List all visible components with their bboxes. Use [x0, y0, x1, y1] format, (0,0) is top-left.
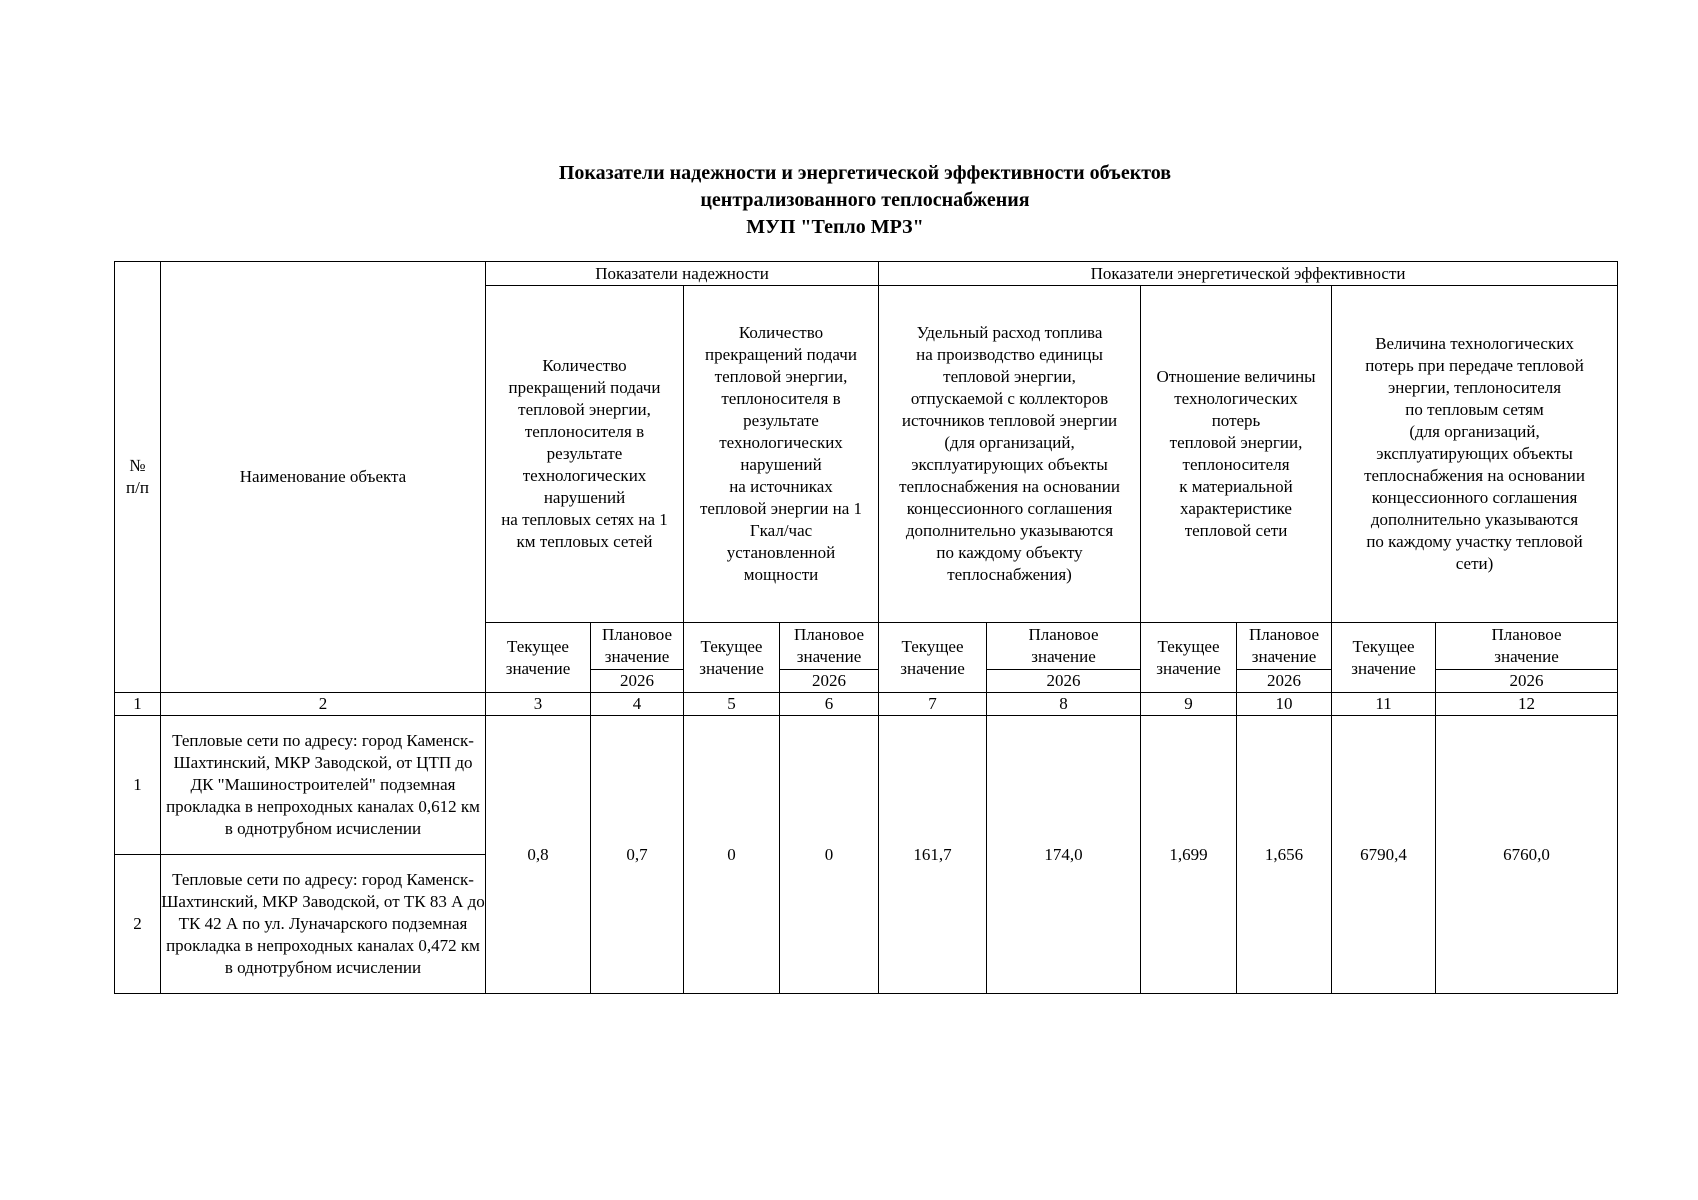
header-year-4: 2026 [591, 670, 684, 693]
header-current-9: Текущее значение [1141, 623, 1237, 693]
column-number: 3 [486, 693, 591, 716]
header-year-12: 2026 [1436, 670, 1618, 693]
object-name: Тепловые сети по адресу: город Каменск-Шахтинский, МКР Заводской, от ЦТП до ДК "Машиностроителей" подземная прокладка в непроходных каналах 0,612 км в однотрубном исчислении [161, 716, 486, 855]
column-number: 9 [1141, 693, 1237, 716]
header-col-7-8: Удельный расход топлива на производство единицы тепловой энергии, отпускаемой с коллекторов источников тепловой энергии (для организаций, эксплуатирующих объекты теплоснабжения на основании концессионного соглашения дополнительно указываются по каждому объекту теплоснабжения) [879, 286, 1141, 623]
header-year-8: 2026 [987, 670, 1141, 693]
header-year-6: 2026 [780, 670, 879, 693]
column-number: 12 [1436, 693, 1618, 716]
header-planned-4: Плановое значение [591, 623, 684, 670]
header-name: Наименование объекта [161, 262, 486, 693]
value-current-9: 1,699 [1141, 716, 1237, 994]
column-number: 10 [1237, 693, 1332, 716]
header-col-5-6: Количество прекращений подачи тепловой энергии, теплоносителя в результате технологических нарушений на источниках тепловой энергии на 1 Гкал/час установленной мощности [684, 286, 879, 623]
indicators-table [114, 261, 1618, 994]
header-col-11-12: Величина технологических потерь при передаче тепловой энергии, теплоносителя по тепловым сетям (для организаций, эксплуатирующих объекты теплоснабжения на основании концессионного соглашения дополнительно указываются по каждому участку тепловой сети) [1332, 286, 1618, 623]
column-number: 7 [879, 693, 987, 716]
value-current-5: 0 [684, 716, 780, 994]
title-line-1: Показатели надежности и энергетической эффективности объектов [558, 162, 1172, 184]
column-number: 4 [591, 693, 684, 716]
header-current-5: Текущее значение [684, 623, 780, 693]
row-number: 2 [115, 855, 161, 994]
value-planned-4: 0,7 [591, 716, 684, 994]
title-line-3: МУП "Тепло МРЗ" [746, 216, 924, 238]
header-current-3: Текущее значение [486, 623, 591, 693]
header-planned-6: Плановое значение [780, 623, 879, 670]
value-current-7: 161,7 [879, 716, 987, 994]
header-current-7: Текущее значение [879, 623, 987, 693]
header-group-reliability: Показатели надежности [486, 262, 879, 286]
value-planned-10: 1,656 [1237, 716, 1332, 994]
column-number: 8 [987, 693, 1141, 716]
value-planned-6: 0 [780, 716, 879, 994]
value-planned-8: 174,0 [987, 716, 1141, 994]
column-number: 5 [684, 693, 780, 716]
value-current-3: 0,8 [486, 716, 591, 994]
header-planned-8: Плановое значение [987, 623, 1141, 670]
row-number: 1 [115, 716, 161, 855]
header-col-9-10: Отношение величины технологических потерь тепловой энергии, теплоносителя к материальной характеристике тепловой сети [1141, 286, 1332, 623]
table-row [115, 716, 1618, 855]
value-current-11: 6790,4 [1332, 716, 1436, 994]
header-col-3-4: Количество прекращений подачи тепловой энергии, теплоносителя в результате технологических нарушений на тепловых сетях на 1 км тепловых сетей [486, 286, 684, 623]
header-current-11: Текущее значение [1332, 623, 1436, 693]
header-planned-12: Плановое значение [1436, 623, 1618, 670]
column-number: 2 [161, 693, 486, 716]
column-number: 1 [115, 693, 161, 716]
title-line-2: централизованного теплоснабжения [700, 189, 1030, 211]
value-planned-12: 6760,0 [1436, 716, 1618, 994]
header-year-10: 2026 [1237, 670, 1332, 693]
document-title [0, 160, 1698, 241]
header-num: № п/п [115, 262, 161, 693]
header-planned-10: Плановое значение [1237, 623, 1332, 670]
column-number: 11 [1332, 693, 1436, 716]
header-group-efficiency: Показатели энергетической эффективности [879, 262, 1618, 286]
column-number: 6 [780, 693, 879, 716]
object-name: Тепловые сети по адресу: город Каменск-Шахтинский, МКР Заводской, от ТК 83 А до ТК 42 А по ул. Луначарского подземная прокладка в непроходных каналах 0,472 км в однотрубном исчислении [161, 855, 486, 994]
